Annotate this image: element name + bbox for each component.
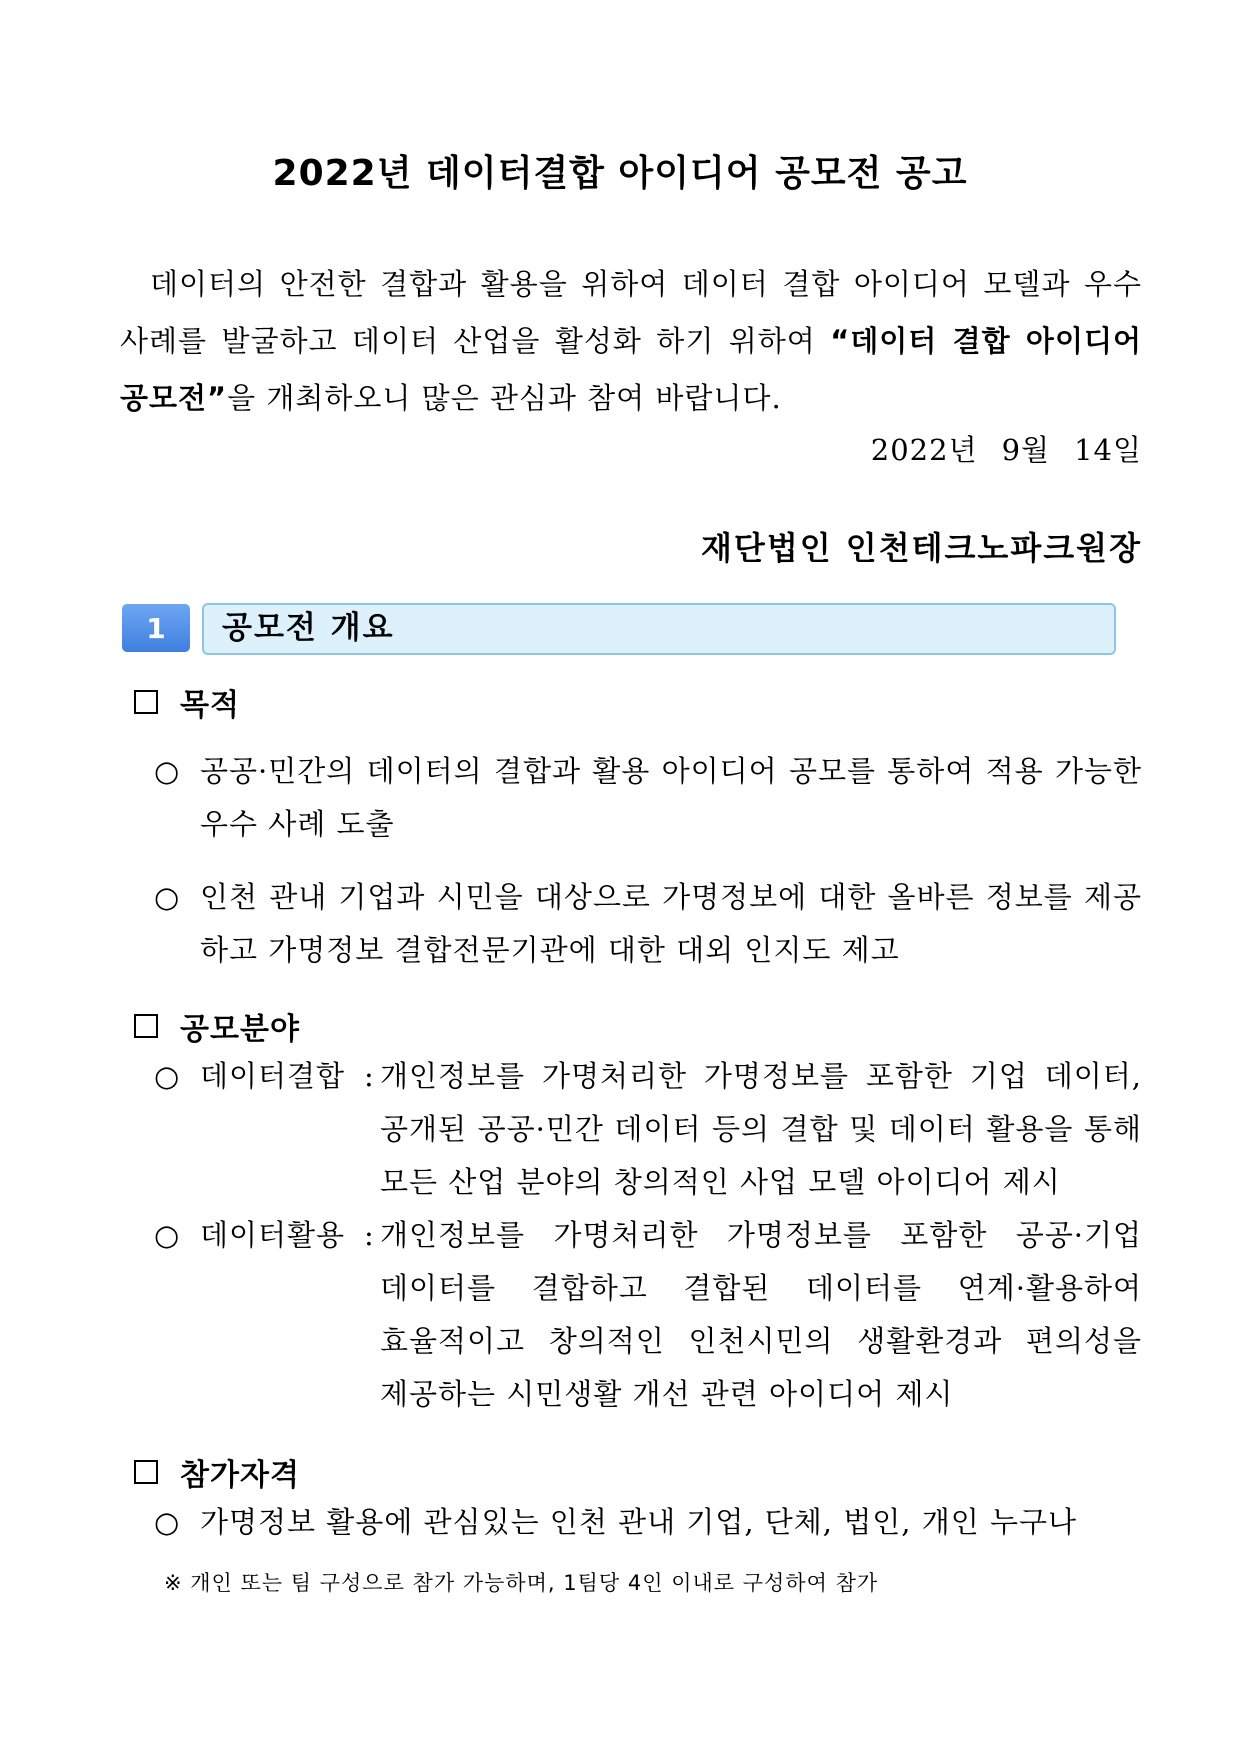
circle-bullet-icon: ○ <box>154 1059 181 1093</box>
announcement-date <box>871 428 1142 469</box>
checkbox-icon <box>134 1014 158 1038</box>
purpose-item-2 <box>154 871 1142 977</box>
purpose-item-2-text: 인천 관내 기업과 시민을 대상으로 가명정보에 대한 올바른 정보를 제공하고 가명정보 결합전문기관에 대한 대외 인지도 제고 <box>200 880 1142 967</box>
intro-text-2: 을 개최하오니 많은 관심과 참여 바랍니다. <box>227 381 782 415</box>
field-item-2-line-4: 제공하는 시민생활 개선 관련 아이디어 제시 <box>380 1377 954 1411</box>
eligibility-item <box>154 1496 1142 1549</box>
purpose-item-1-text: 공공·민간의 데이터의 결합과 활용 아이디어 공모를 통하여 적용 가능한 우수 사례 도출 <box>200 754 1142 841</box>
intro-paragraph <box>120 256 1142 427</box>
circle-bullet-icon: ○ <box>154 1218 181 1252</box>
field-item-1-colon: : <box>364 1059 375 1093</box>
purpose-heading <box>134 680 240 724</box>
document-title: 2022년 데이터결합 아이디어 공모전 공고 <box>272 153 968 194</box>
eligibility-heading-label: 참가자격 <box>180 1458 300 1493</box>
section-number-badge: 1 <box>122 604 190 652</box>
circle-bullet-icon: ○ <box>154 754 181 788</box>
date-year: 2022년 <box>870 433 978 467</box>
field-item-1-desc <box>380 1050 1142 1209</box>
field-item-1-line-3: 모든 산업 분야의 창의적인 사업 모델 아이디어 제시 <box>380 1165 1061 1199</box>
field-item-2-desc <box>380 1209 1142 1421</box>
eligibility-item-text: 가명정보 활용에 관심있는 인천 관내 기업, 단체, 법인, 개인 누구나 <box>200 1505 1077 1539</box>
field-item-1-line-1: 개인정보를 가명처리한 가명정보를 포함한 기업 데이터, <box>380 1059 1142 1093</box>
purpose-heading-label: 목적 <box>180 688 240 723</box>
eligibility-note: ※ 개인 또는 팀 구성으로 참가 가능하며, 1팀당 4인 이내로 구성하여 참가 <box>164 1571 879 1595</box>
field-item-2-colon: : <box>364 1218 375 1252</box>
circle-bullet-icon: ○ <box>154 1505 181 1539</box>
intro-highlight: “데이터 결합 아이디어 공모전” <box>120 324 1142 415</box>
field-item-2-line-2: 데이터를 결합하고 결합된 데이터를 연계·활용하여 <box>380 1271 1142 1305</box>
fields-heading <box>134 1004 300 1048</box>
checkbox-icon <box>134 690 158 714</box>
field-item-data-utilization <box>154 1209 1142 1421</box>
field-item-2-line-3: 효율적이고 창의적인 인천시민의 생활환경과 편의성을 <box>380 1324 1142 1358</box>
date-day: 14일 <box>1074 433 1142 467</box>
field-item-data-combination <box>154 1050 1142 1209</box>
field-item-2-label: 데이터활용 <box>200 1218 346 1252</box>
field-item-2-line-1: 개인정보를 가명처리한 가명정보를 포함한 공공·기업 <box>380 1218 1142 1252</box>
purpose-item-1 <box>154 745 1142 851</box>
date-month: 9월 <box>1001 433 1051 467</box>
organization-name: 재단법인 인천테크노파크원장 <box>701 529 1142 567</box>
fields-heading-label: 공모분야 <box>180 1012 300 1047</box>
section-title: 공모전 개요 <box>222 610 395 646</box>
field-item-1-line-2: 공개된 공공·민간 데이터 등의 결합 및 데이터 활용을 통해 <box>380 1112 1142 1146</box>
eligibility-heading <box>134 1450 300 1494</box>
field-item-1-label: 데이터결합 <box>200 1059 346 1093</box>
intro-text-1: 데이터의 안전한 결합과 활용을 위하여 데이터 결합 아이디어 모델과 우수 사례를 발굴하고 데이터 산업을 활성화 하기 위하여 <box>120 267 1142 358</box>
checkbox-icon <box>134 1460 158 1484</box>
circle-bullet-icon: ○ <box>154 880 181 914</box>
